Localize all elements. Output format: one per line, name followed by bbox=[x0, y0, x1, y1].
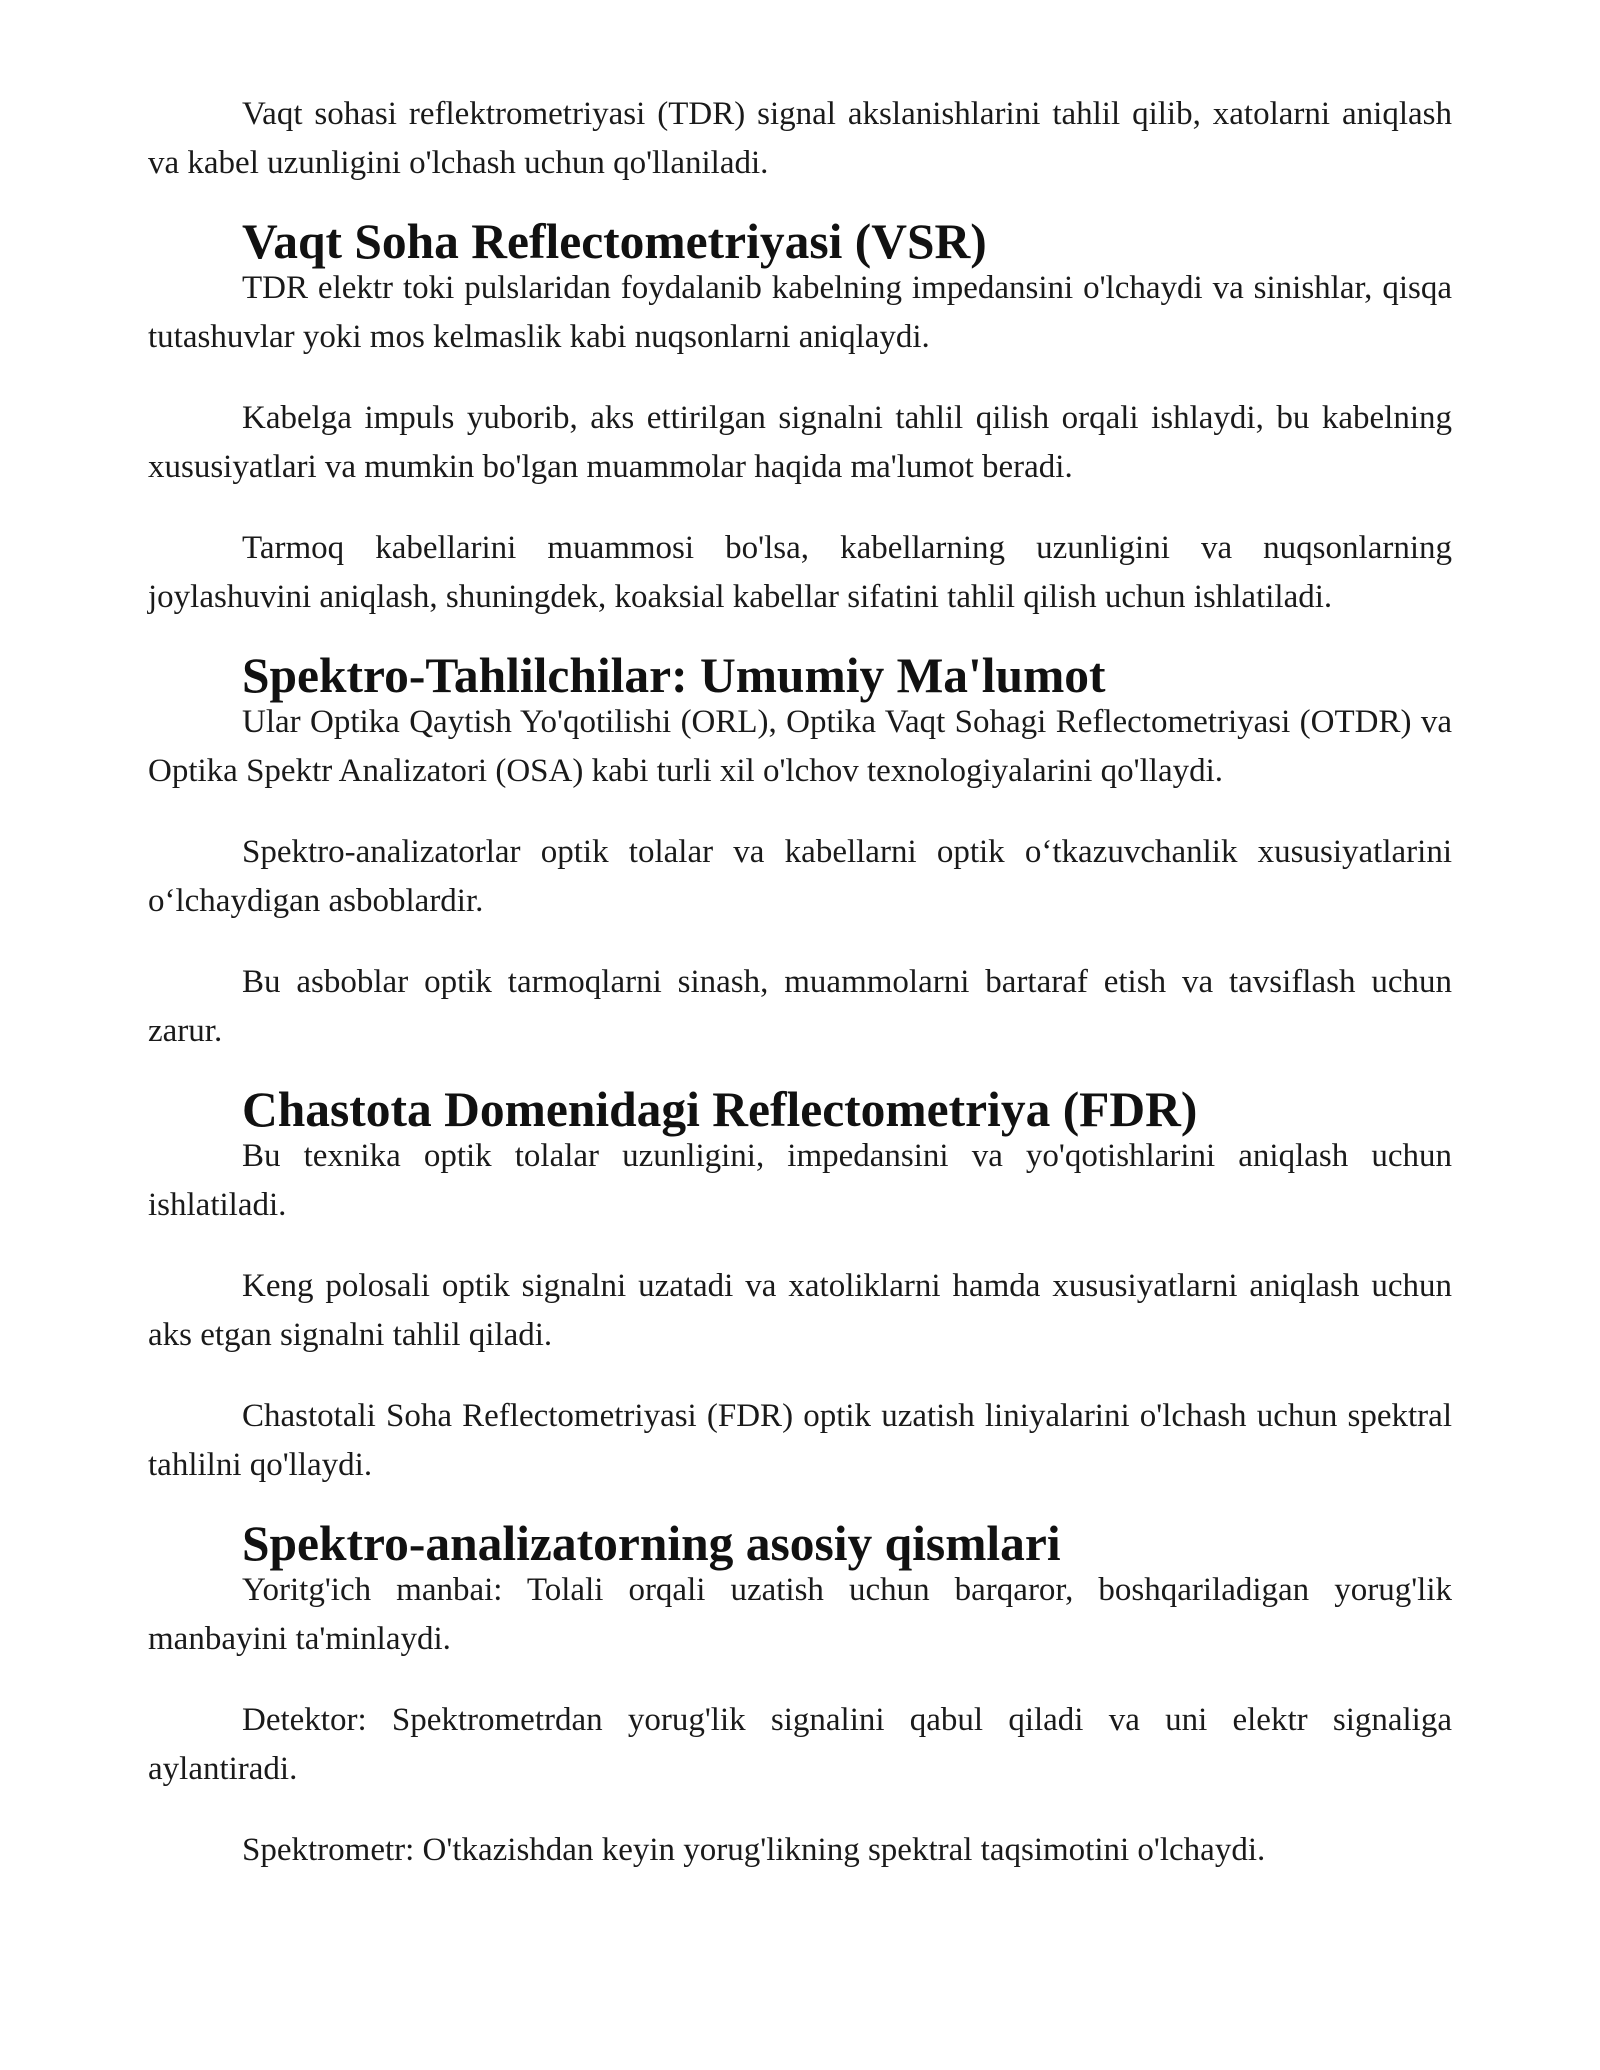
paragraph: Kabelga impuls yuborib, aks ettirilgan signalni tahlil qilish orqali ishlaydi, bu kabelning xususiyatlari va mumkin bo'lgan muammolar haqida ma'lumot beradi. bbox=[148, 400, 1452, 485]
paragraph: Ular Optika Qaytish Yo'qotilishi (ORL), Optika Vaqt Sohagi Reflectometriyasi (OTDR) va Optika Spektr Analizatori (OSA) kabi turli xil o'lchov texnologiyalarini qo'llaydi. bbox=[148, 704, 1452, 789]
paragraph: Keng polosali optik signalni uzatadi va xatoliklarni hamda xususiyatlarni aniqlash uchun aks etgan signalni tahlil qiladi. bbox=[148, 1268, 1452, 1353]
section-asosiy-qismlari bbox=[148, 1516, 1452, 1875]
paragraph: Spektrometr: O'tkazishdan keyin yorug'likning spektral taqsimotini o'lchaydi. bbox=[242, 1832, 1266, 1868]
paragraph: Spektro-analizatorlar optik tolalar va kabellarni optik o‘tkazuvchanlik xususiyatlarini o‘lchaydigan asboblardir. bbox=[148, 834, 1452, 919]
paragraph: Bu asboblar optik tarmoqlarni sinash, muammolarni bartaraf etish va tavsiflash uchun zarur. bbox=[148, 964, 1452, 1049]
document-page bbox=[148, 90, 1452, 1907]
section-fdr bbox=[148, 1082, 1452, 1490]
paragraph: Yoritg'ich manbai: Tolali orqali uzatish uchun barqaror, boshqariladigan yorug'lik manbayini ta'minlaydi. bbox=[148, 1572, 1452, 1657]
section-heading: Spektro-Tahlilchilar: Umumiy Ma'lumot bbox=[242, 648, 1106, 703]
paragraph: Detektor: Spektrometrdan yorug'lik signalini qabul qiladi va uni elektr signaliga aylantiradi. bbox=[148, 1702, 1452, 1787]
paragraph: Bu texnika optik tolalar uzunligini, impedansini va yo'qotishlarini aniqlash uchun ishlatiladi. bbox=[148, 1138, 1452, 1223]
section-spektro-tahlilchilar bbox=[148, 648, 1452, 1056]
section-heading: Chastota Domenidagi Reflectometriya (FDR) bbox=[242, 1082, 1198, 1137]
section-heading: Vaqt Soha Reflectometriyasi (VSR) bbox=[242, 214, 987, 269]
paragraph: Chastotali Soha Reflectometriyasi (FDR) optik uzatish liniyalarini o'lchash uchun spektral tahlilni qo'llaydi. bbox=[148, 1398, 1452, 1483]
section-vsr bbox=[148, 214, 1452, 622]
paragraph: TDR elektr toki pulslaridan foydalanib kabelning impedansini o'lchaydi va sinishlar, qisqa tutashuvlar yoki mos kelmaslik kabi nuqsonlarni aniqlaydi. bbox=[148, 270, 1452, 355]
section-heading: Spektro-analizatorning asosiy qismlari bbox=[242, 1516, 1061, 1571]
paragraph: Tarmoq kabellarini muammosi bo'lsa, kabellarning uzunligini va nuqsonlarning joylashuvini aniqlash, shuningdek, koaksial kabellar sifatini tahlil qilish uchun ishlatiladi. bbox=[148, 530, 1452, 615]
intro-paragraph: Vaqt sohasi reflektrometriyasi (TDR) signal akslanishlarini tahlil qilib, xatolarni aniqlash va kabel uzunligini o'lchash uchun qo'llaniladi. bbox=[148, 96, 1452, 181]
